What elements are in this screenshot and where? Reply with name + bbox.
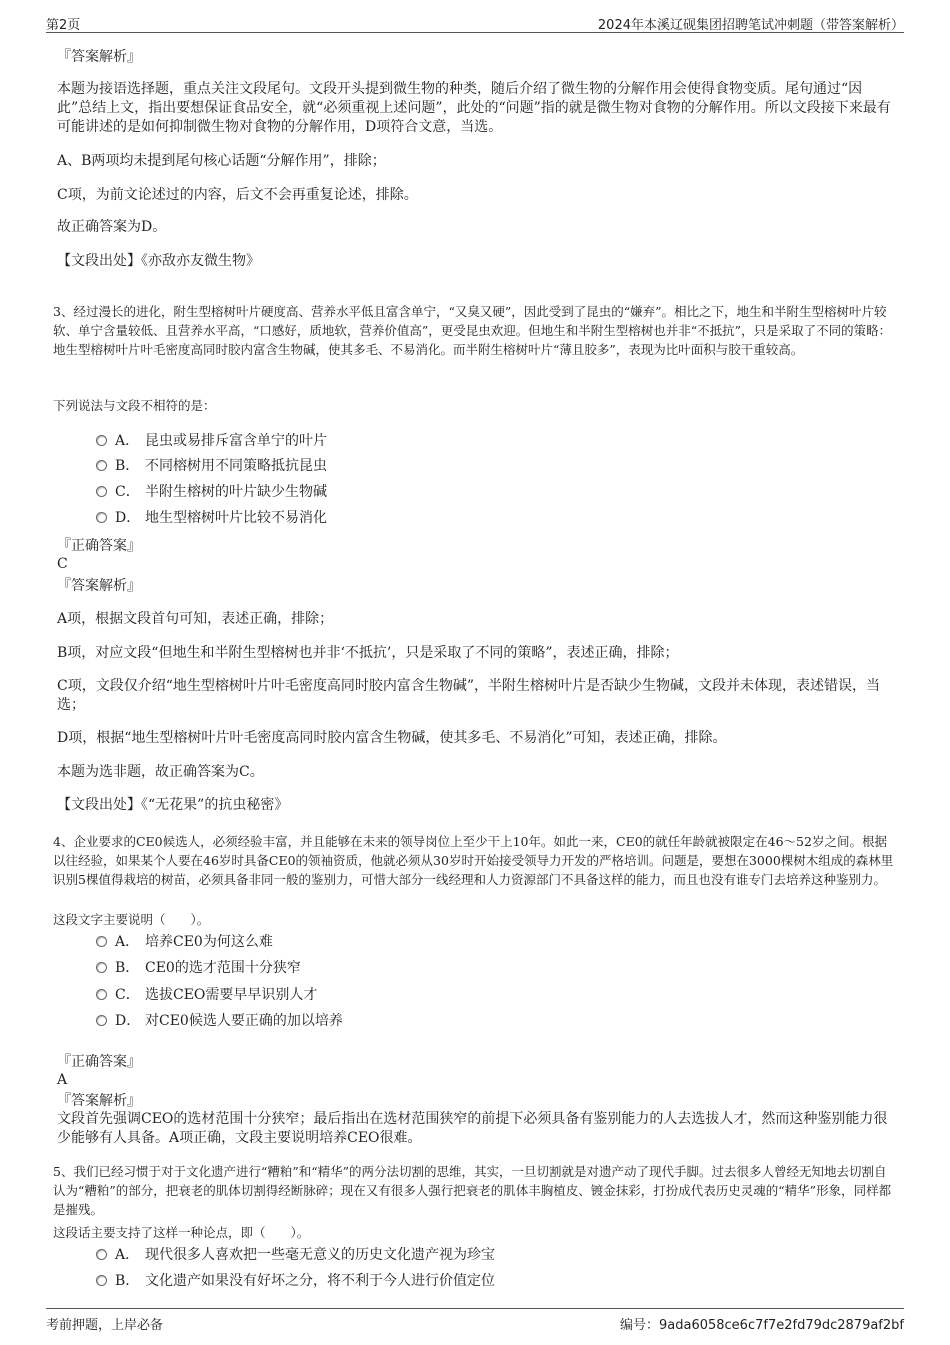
q2-analysis-c: C项，为前文论述过的内容，后文不会再重复论述，排除。 bbox=[57, 187, 418, 203]
q3-analysis-d: D项，根据“地生型榕树叶片叶毛密度高同时胶内富含生物碱，使其多毛、不易消化”可知，表述正确，排除。 bbox=[57, 730, 727, 746]
q5-question: 这段话主要支持了这样一种论点，即（ ）。 bbox=[53, 1225, 310, 1240]
q5-option-b[interactable]: B． 文化遗产如果没有好坏之分，将不利于今人进行价值定位 bbox=[96, 1271, 495, 1291]
q5-stem: 5、我们已经习惯于对于文化遗产进行“糟粕”和“精华”的两分法切割的思维，其实，一旦切割就是对遗产动了现代手脚。过去很多人曾经无知地去切割自认为“糟粕”的部分，把衰老的肌体切割得经断脉碎；现在又有很多人强行把衰老的肌体丰胸植皮、镀金抹彩，打扮成代表历史灵魂的“精华”形象，同样都是摧残。 bbox=[53, 1164, 892, 1217]
q3-answer: C bbox=[57, 556, 68, 572]
document-title: 2024年本溪辽砚集团招聘笔试冲刺题（带答案解析） bbox=[597, 18, 904, 33]
q4-option-c[interactable]: C． 选拔CEO需要早早识别人才 bbox=[96, 985, 317, 1005]
q3-option-b[interactable]: B． 不同榕树用不同策略抵抗昆虫 bbox=[96, 456, 327, 476]
radio-button-icon[interactable] bbox=[96, 435, 107, 446]
q3-option-d[interactable]: D． 地生型榕树叶片比较不易消化 bbox=[96, 508, 327, 528]
q4-answer-label: 『正确答案』 bbox=[57, 1054, 141, 1070]
q3-stem: 3、经过漫长的进化，附生型榕树叶片硬度高、营养水平低且富含单宁，“又臭又硬”，因此受到了昆虫的“嫌弃”。相比之下，地生和半附生型榕树叶片较软、单宁含量较低、且营养水平高，“口感好，质地软，营养价值高”，更受昆虫欢迎。但地生和半附生型榕树也并非“不抵抗”，只是采取了不同的策略：地生型榕树叶片叶毛密度高同时胶内富含生物碱，使其多毛、不易消化。而半附生榕树叶片“薄且胶多”，表现为比叶面积与胶干重较高。 bbox=[53, 304, 892, 357]
q2-analysis-ab: A、B两项均未提到尾句核心话题“分解作用”，排除； bbox=[57, 153, 386, 169]
q3-analysis-label: 『答案解析』 bbox=[57, 578, 141, 594]
q5-option-a[interactable]: A． 现代很多人喜欢把一些毫无意义的历史文化遗产视为珍宝 bbox=[96, 1245, 495, 1265]
q2-analysis-text: 本题为接语选择题，重点关注文段尾句。文段开头提到微生物的种类，随后介绍了微生物的分解作用会使得食物变质。尾句通过“因此”总结上文，指出要想保证食品安全，就“必须重视上述问题”，此处的“问题”指的就是微生物对食物的分解作用。所以文段接下来最有可能讲述的是如何抑制微生物对食物的分解作用，D项符合文意，当选。 bbox=[57, 81, 891, 135]
q3-source: 【文段出处】《“无花果”的抗虫秘密》 bbox=[57, 797, 289, 813]
q4-question: 这段文字主要说明（ ）。 bbox=[53, 912, 210, 927]
q3-analysis-a: A项，根据文段首句可知，表述正确，排除； bbox=[57, 611, 334, 627]
q3-analysis-c: C项，文段仅介绍“地生型榕树叶片叶毛密度高同时胶内富含生物碱”，半附生榕树叶片是否缺少生物碱，文段并未体现，表述错误，当选； bbox=[57, 678, 881, 713]
radio-button-icon[interactable] bbox=[96, 989, 107, 1000]
document-id: 编号：9ada6058ce6c7f7e2fd79dc2879af2bf bbox=[620, 1318, 904, 1333]
page-footer bbox=[46, 1308, 904, 1333]
radio-button-icon[interactable] bbox=[96, 460, 107, 471]
page-number: 第2页 bbox=[46, 18, 81, 33]
radio-button-icon[interactable] bbox=[96, 936, 107, 947]
q3-conclusion: 本题为选非题，故正确答案为C。 bbox=[57, 764, 264, 780]
q2-analysis-label: 『答案解析』 bbox=[57, 49, 141, 65]
q4-answer: A bbox=[57, 1072, 68, 1088]
q4-option-a[interactable]: A． 培养CE0为何这么难 bbox=[96, 932, 273, 952]
radio-button-icon[interactable] bbox=[96, 512, 107, 523]
footer-slogan: 考前押题，上岸必备 bbox=[46, 1318, 164, 1333]
q4-option-d[interactable]: D． 对CE0候选人要正确的加以培养 bbox=[96, 1011, 343, 1031]
q4-analysis-label: 『答案解析』 bbox=[57, 1093, 141, 1109]
q3-analysis-b: B项，对应文段“但地生和半附生型榕树也并非‘不抵抗’，只是采取了不同的策略”，表述正确，排除； bbox=[57, 645, 679, 661]
q3-option-a[interactable]: A． 昆虫或易排斥富含单宁的叶片 bbox=[96, 431, 327, 451]
radio-button-icon[interactable] bbox=[96, 1275, 107, 1286]
radio-button-icon[interactable] bbox=[96, 1249, 107, 1260]
q3-option-c[interactable]: C． 半附生榕树的叶片缺少生物碱 bbox=[96, 482, 327, 502]
q3-answer-label: 『正确答案』 bbox=[57, 538, 141, 554]
q4-option-b[interactable]: B． CE0的选才范围十分狭窄 bbox=[96, 958, 301, 978]
q4-analysis: 文段首先强调CEO的选材范围十分狭窄；最后指出在选材范围狭窄的前提下必须具备有鉴别能力的人去选拔人才，然而这种鉴别能力很少能够有人具备。A项正确，文段主要说明培养CEO很难。 bbox=[57, 1111, 888, 1146]
radio-button-icon[interactable] bbox=[96, 962, 107, 973]
q2-conclusion: 故正确答案为D。 bbox=[57, 219, 167, 235]
radio-button-icon[interactable] bbox=[96, 486, 107, 497]
q2-source: 【文段出处】《亦敌亦友微生物》 bbox=[57, 253, 260, 269]
radio-button-icon[interactable] bbox=[96, 1015, 107, 1026]
q3-question: 下列说法与文段不相符的是： bbox=[53, 398, 216, 413]
q4-stem: 4、企业要求的CE0候选人，必须经验丰富，并且能够在未来的领导岗位上至少干上10年。如此一来，CE0的就任年龄就被限定在46～52岁之间。根据以往经验，如果某个人要在46岁时具备CE0的领袖资质，他就必须从30岁时开始接受领导力开发的严格培训。问题是，要想在3000棵树木组成的森林里识别5棵值得栽培的树苗，必须具备非同一般的鉴别力，可惜大部分一线经理和人力资源部门不具备这样的能力，而且也没有谁专门去培养这种鉴别力。 bbox=[53, 834, 894, 887]
page-header bbox=[46, 12, 904, 33]
